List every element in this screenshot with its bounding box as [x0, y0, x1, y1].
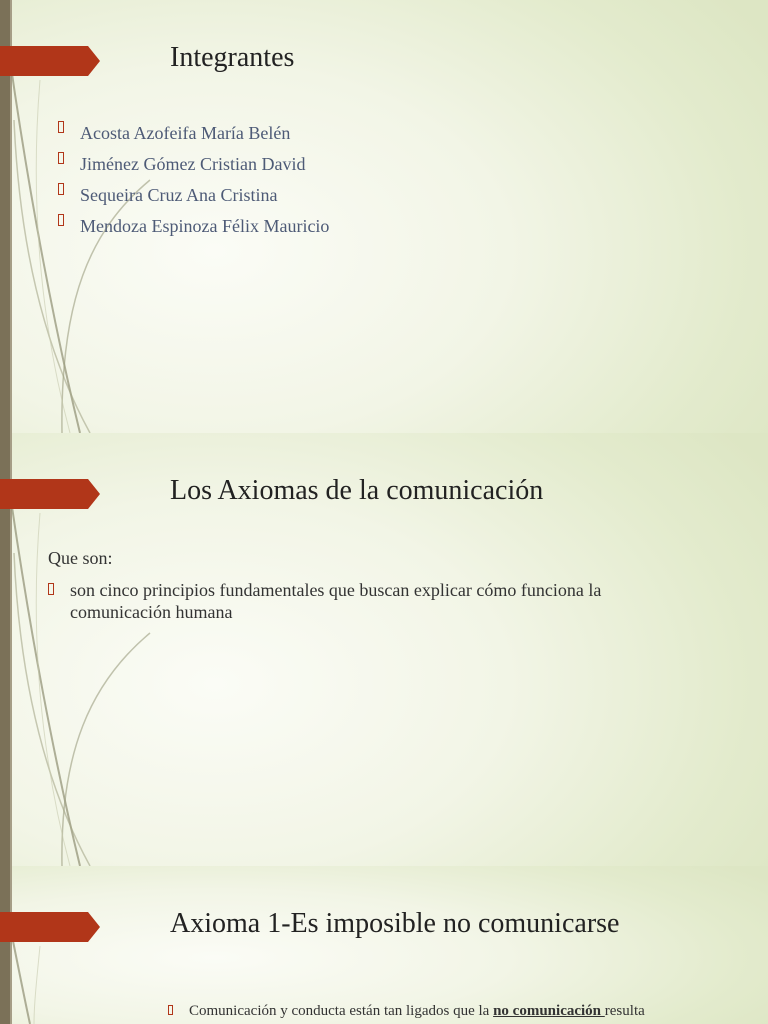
bullet-square-icon — [58, 214, 64, 226]
member-list — [58, 118, 329, 242]
slide-axiomas — [0, 433, 768, 866]
bullet-square-icon — [168, 1005, 173, 1015]
list-item: Sequeira Cruz Ana Cristina — [58, 180, 329, 211]
title-arrow-icon — [0, 912, 100, 942]
bullet-square-icon — [58, 121, 64, 133]
lead-text: Que son: — [48, 548, 113, 568]
slide-integrantes — [0, 0, 768, 433]
slide-title: Axioma 1-Es imposible no comunicarse — [170, 908, 620, 939]
title-arrow-icon — [0, 479, 100, 509]
bullet-square-icon — [58, 183, 64, 195]
paragraph-bullet: son cinco principios fundamentales que buscan explicar cómo funciona la comunicación humana — [48, 579, 688, 623]
bullet-square-icon — [48, 583, 54, 595]
slide-side-bar — [0, 866, 10, 1024]
bullet-square-icon — [58, 152, 64, 164]
paragraph-bullet: Comunicación y conducta están tan ligados que la no comunicación resulta — [168, 1003, 645, 1020]
list-item: Acosta Azofeifa María Belén — [58, 118, 329, 149]
list-item: Mendoza Espinoza Félix Mauricio — [58, 211, 329, 242]
slide-axioma-1 — [0, 866, 768, 1024]
decorative-swirl-icon — [0, 866, 160, 1024]
slide-title: Integrantes — [170, 42, 295, 73]
title-arrow-icon — [0, 46, 100, 76]
slide-title: Los Axiomas de la comunicación — [170, 475, 544, 506]
list-item: Jiménez Gómez Cristian David — [58, 149, 329, 180]
